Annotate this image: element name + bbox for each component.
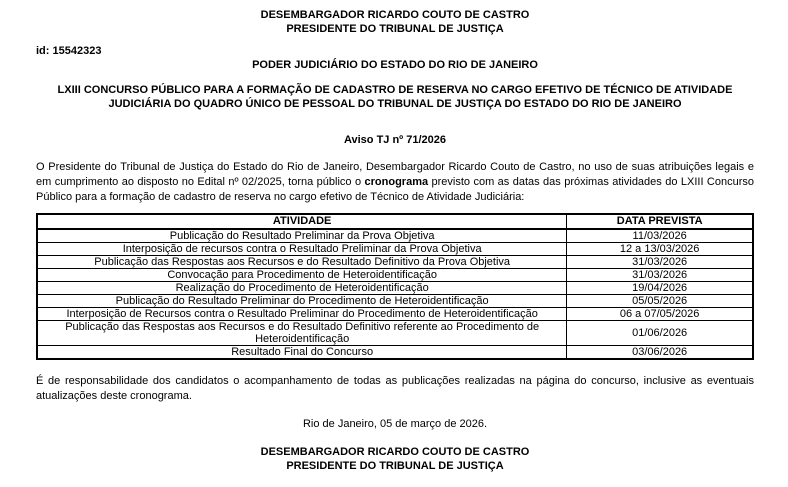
date-cell: 06 a 07/05/2026 xyxy=(567,308,753,321)
header-president-role: PRESIDENTE DO TRIBUNAL DE JUSTIÇA xyxy=(286,23,504,35)
activity-cell: Convocação para Procedimento de Heteroidentificação xyxy=(37,269,567,282)
org-title: PODER JUDICIÁRIO DO ESTADO DO RIO DE JANEIRO xyxy=(252,59,538,71)
activity-cell: Interposição de recursos contra o Resultado Preliminar da Prova Objetiva xyxy=(37,243,567,256)
date-line: Rio de Janeiro, 05 de março de 2026. xyxy=(302,418,488,430)
activity-cell: Publicação das Respostas aos Recursos e do Resultado Definitivo da Prova Objetiva xyxy=(37,256,567,269)
column-header-atividade: ATIVIDADE xyxy=(37,214,567,229)
activity-cell: Publicação do Resultado Preliminar da Prova Objetiva xyxy=(37,229,567,243)
date-cell: 19/04/2026 xyxy=(567,282,753,295)
date-cell: 12 a 13/03/2026 xyxy=(567,243,753,256)
activity-cell: Publicação do Resultado Preliminar do Procedimento de Heteroidentificação xyxy=(37,295,567,308)
intro-paragraph xyxy=(36,160,754,205)
header-president-name: DESEMBARGADOR RICARDO COUTO DE CASTRO xyxy=(260,9,530,21)
date-cell: 31/03/2026 xyxy=(567,269,753,282)
schedule-table xyxy=(36,213,754,360)
intro-text-after: previsto com as datas das próximas atividades do LXIII Concurso Público para a formação de cadastro de reserva no cargo efetivo de Técnico de Atividade Judiciária: xyxy=(36,176,755,203)
contest-title: LXIII CONCURSO PÚBLICO PARA A FORMAÇÃO DE CADASTRO DE RESERVA NO CARGO EFETIVO DE TÉCNICO DE ATIVIDADE JUDICIÁRIA DO QUADRO ÚNICO DE PESSOAL DO TRIBUNAL DE JUSTIÇA DO ESTADO DO RIO DE JANEIRO xyxy=(57,84,733,110)
column-header-data-prevista: DATA PREVISTA xyxy=(567,214,753,229)
date-cell: 03/06/2026 xyxy=(567,346,753,360)
document-id: id: 15542323 xyxy=(36,45,102,57)
table-row xyxy=(37,295,753,308)
intro-text-before: O Presidente do Tribunal de Justiça do Estado do Rio de Janeiro, Desembargador Ricardo Couto de Castro, no uso de suas atribuições legais e em cumprimento ao disposto no Edital nº 02/2025, torna público o xyxy=(36,161,754,188)
footer-president-name: DESEMBARGADOR RICARDO COUTO DE CASTRO xyxy=(260,446,530,458)
notice-title: Aviso TJ nº 71/2026 xyxy=(343,134,447,146)
table-header-row xyxy=(37,214,753,229)
date-cell: 31/03/2026 xyxy=(567,256,753,269)
activity-cell: Realização do Procedimento de Heteroidentificação xyxy=(37,282,567,295)
table-row xyxy=(37,269,753,282)
note-paragraph: É de responsabilidade dos candidatos o acompanhamento de todas as publicações realizadas na página do concurso, inclusive as eventuais atualizações deste cronograma. xyxy=(36,375,754,402)
table-row xyxy=(37,282,753,295)
table-row xyxy=(37,346,753,360)
intro-bold-word: cronograma xyxy=(364,176,429,188)
table-row xyxy=(37,308,753,321)
table-row xyxy=(37,229,753,243)
footer-president-role: PRESIDENTE DO TRIBUNAL DE JUSTIÇA xyxy=(286,460,504,472)
date-cell: 11/03/2026 xyxy=(567,229,753,243)
document-footer xyxy=(36,445,754,473)
activity-cell: Publicação das Respostas aos Recursos e do Resultado Definitivo referente ao Procedimento de Heteroidentificação xyxy=(37,321,567,346)
table-row xyxy=(37,256,753,269)
date-cell: 01/06/2026 xyxy=(567,321,753,346)
document-header xyxy=(36,8,754,36)
activity-cell: Interposição de Recursos contra o Resultado Preliminar do Procedimento de Heteroidentificação xyxy=(37,308,567,321)
date-cell: 05/05/2026 xyxy=(567,295,753,308)
table-row xyxy=(37,321,753,346)
activity-cell: Resultado Final do Concurso xyxy=(37,346,567,360)
table-row xyxy=(37,243,753,256)
